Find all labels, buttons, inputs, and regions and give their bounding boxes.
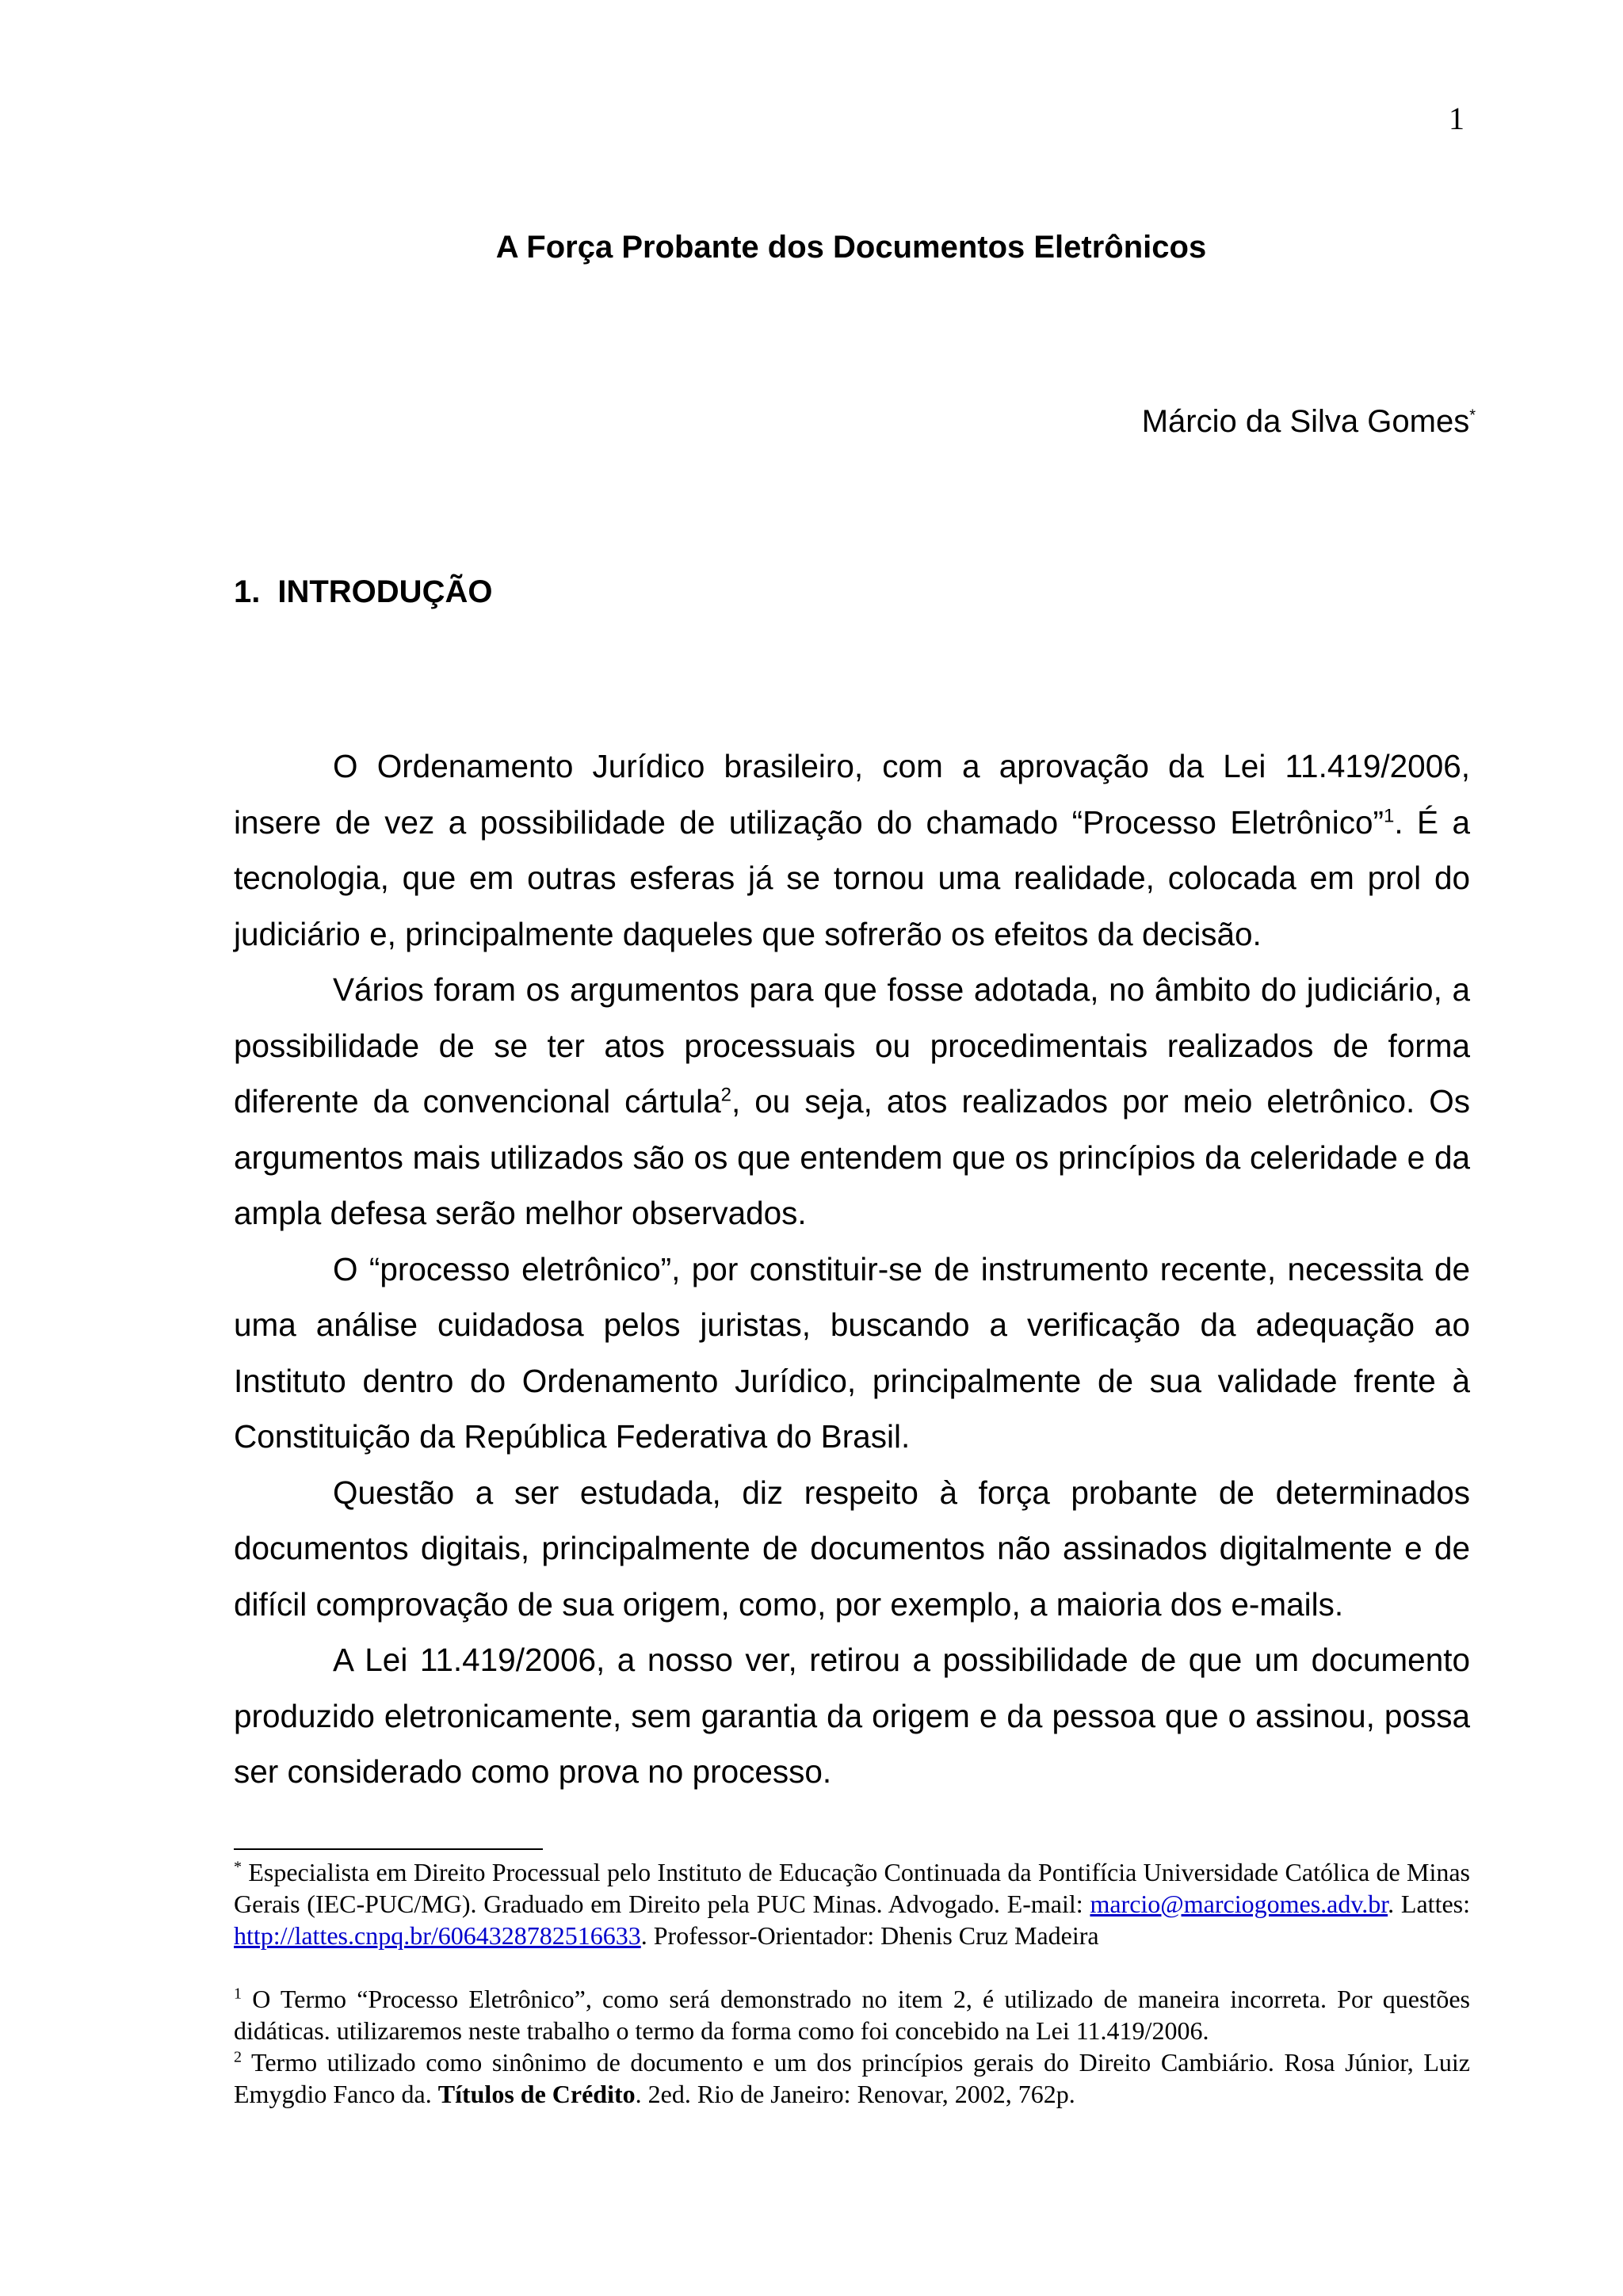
document-title: A Força Probante dos Documentos Eletrônicos	[495, 230, 1207, 265]
paragraph-2-text-b: , ou seja, atos realizados por meio eletrônico. Os argumentos mais utilizados são os que entendem que os princípios da celeridade e da ampla defesa serão melhor observados.	[234, 1083, 1470, 1231]
author-line	[1142, 404, 1476, 440]
email-link[interactable]: marcio@marciogomes.adv.br	[1090, 1890, 1388, 1918]
page-number: 1	[1449, 101, 1465, 136]
paragraph-2-text-a: Vários foram os argumentos para que fosse adotada, no âmbito do judiciário, a possibilidade de se ter atos processuais ou procedimentais realizados de forma diferente da convencional cártula	[234, 971, 1470, 1119]
footnote-2-mark: 2	[234, 2048, 242, 2066]
footnote-author-text-c: . Professor-Orientador: Dhenis Cruz Madeira	[640, 1921, 1099, 1950]
footnote-2-text-b: . 2ed. Rio de Janeiro: Renovar, 2002, 762p.	[635, 2080, 1075, 2108]
paragraph-2	[234, 962, 1470, 1241]
footnote-1	[234, 1983, 1470, 2046]
footnote-ref-1: 1	[1383, 805, 1395, 826]
footnotes	[234, 1856, 1470, 2110]
footnote-author-text-a: Especialista em Direito Processual pelo Instituto de Educação Continuada da Pontifícia Universidade Católica de Minas Gerais (IEC-PUC/MG). Graduado em Direito pela PUC Minas. Advogado. E-mail:	[234, 1858, 1471, 1918]
footnote-ref-2: 2	[720, 1084, 732, 1106]
paragraph-1-text-a: O Ordenamento Jurídico brasileiro, com a aprovação da Lei 11.419/2006, insere de vez a possibilidade de utilização do chamado “Processo Eletrônico”	[234, 748, 1470, 841]
footnote-2	[234, 2046, 1470, 2110]
footnote-2-text-a: Termo utilizado como sinônimo de documento e um dos princípios gerais do Direito Cambiário. Rosa Júnior, Luiz Emygdio Fanco da.	[234, 2048, 1471, 2108]
paragraph-3: O “processo eletrônico”, por constituir-se de instrumento recente, necessita de uma análise cuidadosa pelos juristas, buscando a verificação da adequação ao Instituto dentro do Ordenamento Jurídico, principalmente de sua validade frente à Constituição da República Federativa do Brasil.	[234, 1250, 1470, 1455]
author-footnote-mark: *	[1469, 406, 1476, 425]
footnote-separator	[234, 1848, 543, 1850]
paragraph-5: A Lei 11.419/2006, a nosso ver, retirou a possibilidade de que um documento produzido eletronicamente, sem garantia da origem e da pessoa que o assinou, possa ser considerado como prova no processo.	[234, 1642, 1470, 1790]
footnote-author-mark: *	[234, 1858, 242, 1876]
footnote-author-text-b: . Lattes:	[1388, 1890, 1471, 1918]
footnote-1-text: O Termo “Processo Eletrônico”, como será demonstrado no item 2, é utilizado de maneira incorreta. Por questões didáticas. utilizaremos neste trabalho o termo da forma como foi concebido na Lei 11.419/2006.	[234, 1985, 1471, 2045]
body-text	[234, 738, 1470, 1800]
paragraph-1	[234, 738, 1470, 962]
footnote-author	[234, 1856, 1470, 1951]
paragraph-1-text-b: . É a tecnologia, que em outras esferas já se tornou uma realidade, colocada em prol do judiciário e, principalmente daqueles que sofrerão os efeitos da decisão.	[234, 803, 1470, 952]
section-title: INTRODUÇÃO	[277, 574, 493, 609]
lattes-link[interactable]: http://lattes.cnpq.br/6064328782516633	[234, 1921, 641, 1950]
section-heading	[234, 574, 492, 610]
author-name: Márcio da Silva Gomes	[1141, 404, 1470, 439]
footnote-2-book-title: Títulos de Crédito	[437, 2080, 636, 2108]
footnote-1-mark: 1	[234, 1985, 242, 2003]
section-number: 1.	[234, 574, 261, 609]
paragraph-4: Questão a ser estudada, diz respeito à força probante de determinados documentos digitais, principalmente de documentos não assinados digitalmente e de difícil comprovação de sua origem, como, por exemplo, a maioria dos e-mails.	[234, 1474, 1470, 1623]
